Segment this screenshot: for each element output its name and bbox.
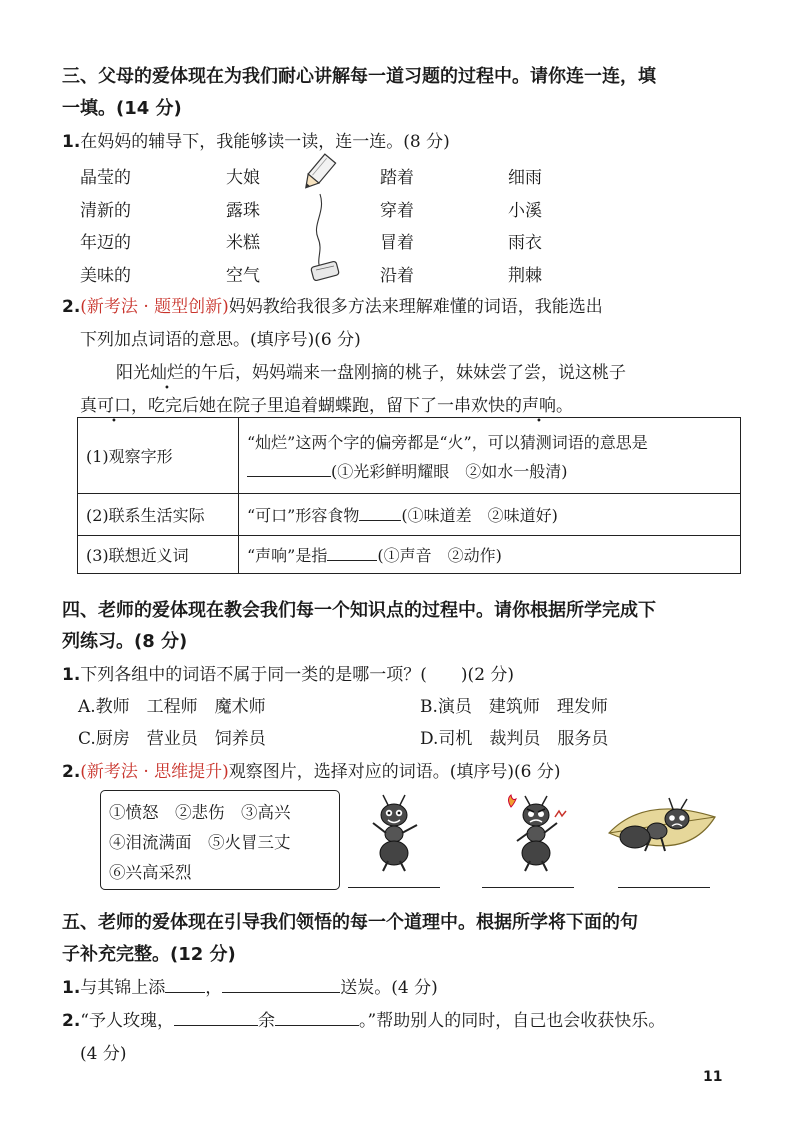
section-5-title: 五、老师的爱体现在引导我们领悟的每一个道理中。根据所学将下面的句	[62, 912, 638, 933]
row-options: (①光彩鲜明耀眼 ②如水一般清)	[331, 461, 568, 481]
match-col-4	[508, 162, 542, 292]
s5-q2	[62, 1006, 665, 1031]
match-word[interactable]: 空气	[226, 265, 260, 286]
row-content	[239, 418, 741, 494]
q-text: 下列各组中的词语不属于同一类的是哪一项？( )(2 分)	[80, 665, 515, 685]
row-options: (①味道差 ②味道好)	[401, 506, 558, 525]
s5-q2-points: (4 分)	[80, 1044, 127, 1064]
answer-blank[interactable]	[327, 544, 377, 561]
eraser-icon	[311, 261, 340, 281]
q-text: 观察图片，选择对应的词语。(填序号)(6 分)	[228, 762, 561, 782]
happy-ant-picture	[355, 793, 435, 873]
row-line: “声响”是指	[247, 546, 328, 565]
passage-line-2	[80, 391, 573, 416]
row-options: (①声音 ②动作)	[377, 546, 502, 565]
answer-blank[interactable]	[222, 975, 340, 993]
passage-text: 。	[556, 396, 573, 416]
q-text: “予人玫瑰，	[80, 1011, 174, 1031]
row-label: (1)观察字形	[78, 418, 239, 494]
passage-text: 真	[80, 396, 97, 416]
section-5-title-cont: 子补充完整。(12 分)	[62, 944, 236, 965]
section-4-title: 四、老师的爱体现在教会我们每一个知识点的过程中。请你根据所学完成下	[62, 600, 656, 621]
q-text: 在妈妈的辅导下，我能够读一读，连一连。(8 分)	[80, 132, 450, 152]
passage-text: 阳光	[116, 363, 150, 383]
choice-d[interactable]: D.司机 裁判员 服务员	[420, 729, 609, 749]
match-col-2	[226, 162, 260, 292]
match-word[interactable]: 清新的	[80, 200, 131, 221]
page-number: 11	[703, 1069, 723, 1085]
match-word[interactable]: 米糕	[226, 233, 260, 253]
match-col-1	[80, 162, 131, 292]
new-method-tag: (新考法 · 思维提升)	[80, 762, 229, 782]
match-word[interactable]: 小溪	[508, 200, 542, 221]
picture-answer-blank[interactable]	[348, 887, 440, 888]
row-label: (2)联系生活实际	[78, 494, 239, 536]
passage-line-1	[116, 358, 626, 383]
s3-q2	[62, 292, 603, 317]
q-text: 。”帮助别人的同时，自己也会收获快乐。	[359, 1011, 666, 1031]
table-row	[78, 494, 741, 536]
section-3-title-cont: 一填。(14 分)	[62, 98, 182, 119]
choice-a[interactable]: A.教师 工程师 魔术师	[78, 697, 266, 717]
match-word[interactable]: 晶莹的	[80, 168, 131, 188]
dotted-word-shengxiang: 声响	[522, 396, 556, 416]
match-word[interactable]: 沿着	[380, 265, 414, 286]
match-word[interactable]: 大娘	[226, 168, 260, 188]
match-word[interactable]: 细雨	[508, 168, 542, 188]
s4-q2	[62, 757, 561, 782]
method-table	[77, 417, 741, 574]
section-4-title-cont: 列练习。(8 分)	[62, 631, 188, 652]
angry-ant-picture	[495, 793, 575, 873]
match-word[interactable]: 穿着	[380, 200, 414, 221]
section-3-title: 三、父母的爱体现在为我们耐心讲解每一道习题的过程中。请你连一连，填	[62, 66, 656, 87]
option-line: ①愤怒 ②悲伤 ③高兴	[109, 803, 291, 822]
q-text: ，	[205, 978, 223, 998]
q-number: 2.	[62, 297, 81, 317]
row-content	[239, 536, 741, 574]
q-number: 1.	[62, 132, 81, 152]
answer-blank[interactable]	[174, 1008, 258, 1026]
q-text: 送炭。(4 分)	[340, 978, 438, 998]
choice-b[interactable]: B.演员 建筑师 理发师	[420, 697, 608, 717]
answer-blank[interactable]	[247, 460, 331, 477]
match-word[interactable]: 雨衣	[508, 233, 542, 253]
s3-q1	[62, 127, 450, 152]
q-number: 1.	[62, 978, 81, 998]
match-col-3	[380, 162, 414, 292]
row-line: “灿烂”这两个字的偏旁都是“火”，可以猜测词语的意思是	[247, 432, 648, 452]
q-text: 余	[258, 1011, 275, 1031]
q-number: 2.	[62, 762, 81, 782]
pencil-icon	[300, 152, 350, 287]
table-row	[78, 536, 741, 574]
match-word[interactable]: 踏着	[380, 168, 414, 188]
dotted-word-canlan: 灿烂	[150, 363, 184, 383]
new-method-tag: (新考法 · 题型创新)	[80, 297, 229, 317]
s5-q1	[62, 973, 438, 998]
passage-text: 的午后，妈妈端来一盘刚摘的桃子，妹妹尝了尝，说这桃子	[184, 363, 626, 383]
picture-answer-blank[interactable]	[618, 887, 710, 888]
choice-c[interactable]: C.厨房 营业员 饲养员	[78, 729, 266, 749]
word-options-box	[100, 790, 340, 890]
s3-q2-cont: 下列加点词语的意思。(填序号)(6 分)	[80, 330, 361, 350]
match-word[interactable]: 年迈的	[80, 233, 131, 253]
s4-q1	[62, 660, 514, 685]
row-line: “可口”形容食物	[247, 506, 360, 525]
q-text: 妈妈教给我很多方法来理解难懂的词语，我能选出	[228, 297, 603, 317]
row-content	[239, 494, 741, 536]
row-label: (3)联想近义词	[78, 536, 239, 574]
q-number: 1.	[62, 665, 81, 685]
answer-blank[interactable]	[359, 504, 401, 521]
match-word[interactable]: 冒着	[380, 233, 414, 253]
option-line: ⑥兴高采烈	[109, 863, 192, 882]
table-row	[78, 418, 741, 494]
sad-ant-on-leaf-picture	[605, 795, 720, 870]
picture-answer-blank[interactable]	[482, 887, 574, 888]
answer-blank[interactable]	[165, 975, 205, 993]
q-text: 与其锦上添	[80, 978, 166, 998]
option-line: ④泪流满面 ⑤火冒三丈	[109, 833, 291, 852]
q-number: 2.	[62, 1011, 81, 1031]
passage-text: ，吃完后她在院子里追着蝴蝶跑，留下了一串欢快的	[131, 396, 522, 416]
match-word[interactable]: 荆棘	[508, 265, 542, 286]
answer-blank[interactable]	[275, 1008, 359, 1026]
dotted-word-kekou: 可口	[97, 396, 131, 416]
match-word[interactable]: 美味的	[80, 265, 131, 286]
match-word[interactable]: 露珠	[226, 200, 260, 221]
